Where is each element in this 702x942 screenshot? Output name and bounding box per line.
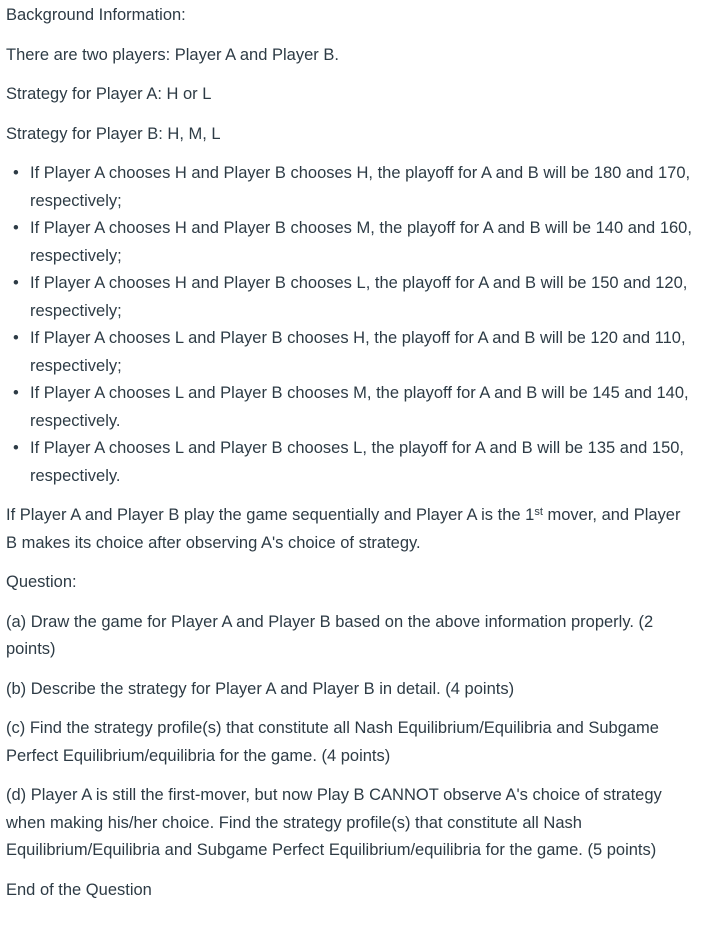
question-part-d: (d) Player A is still the first-mover, but now Play B CANNOT observe A's choice of strategy when making his/her choice. Find the strategy profile(s) that constitute all Nash Equilibrium/Equilibria and Subgame Perfect Equilibrium/equilibria for the game. (5 points) (6, 786, 662, 859)
question-part-c: (c) Find the strategy profile(s) that constitute all Nash Equilibrium/Equilibria and Subgame Perfect Equilibrium/equilibria for the game. (4 points) (6, 719, 659, 765)
payoff-case-item (13, 325, 696, 380)
payoff-case-text: If Player A chooses L and Player B chooses M, the playoff for A and B will be 145 and 140, respectively. (30, 384, 689, 430)
strategy-player-a: Strategy for Player A: H or L (6, 85, 212, 103)
background-heading: Background Information: (6, 6, 186, 24)
players-statement: There are two players: Player A and Player B. (6, 45, 339, 64)
strategy-player-b: Strategy for Player B: H, M, L (6, 124, 221, 143)
bullet-icon: • (13, 274, 19, 292)
payoff-case-list (6, 160, 696, 490)
bullet-icon: • (13, 219, 19, 237)
payoff-case-item (13, 435, 696, 490)
payoff-case-text: If Player A chooses H and Player B chooses M, the playoff for A and B will be 140 and 160, respectively; (30, 219, 692, 265)
question-heading: Question: (6, 573, 77, 591)
payoff-case-item (13, 160, 696, 215)
payoff-case-item (13, 380, 696, 435)
sequential-game-statement (6, 502, 696, 557)
question-part-b: (b) Describe the strategy for Player A and Player B in detail. (4 points) (6, 679, 515, 698)
ordinal-superscript: st (534, 506, 543, 518)
payoff-case-text: If Player A chooses H and Player B chooses H, the playoff for A and B will be 180 and 170, respectively; (30, 164, 691, 210)
bullet-icon: • (13, 439, 19, 457)
payoff-case-item (13, 270, 696, 325)
question-part-a: (a) Draw the game for Player A and Player B based on the above information properly. (2 points) (6, 612, 654, 658)
end-of-question: End of the Question (6, 880, 152, 899)
bullet-icon: • (13, 384, 19, 402)
sequential-text-after: mover, and Player B makes its choice after observing A's choice of strategy. (6, 506, 681, 552)
bullet-icon: • (13, 164, 19, 182)
payoff-case-item (13, 215, 696, 270)
sequential-text-before: If Player A and Player B play the game sequentially and Player A is the 1 (6, 506, 535, 524)
bullet-icon: • (13, 329, 19, 347)
payoff-case-text: If Player A chooses H and Player B chooses L, the playoff for A and B will be 150 and 120, respectively; (30, 274, 688, 320)
payoff-case-text: If Player A chooses L and Player B chooses H, the playoff for A and B will be 120 and 110, respectively; (30, 329, 686, 375)
payoff-case-text: If Player A chooses L and Player B chooses L, the playoff for A and B will be 135 and 150, respectively. (30, 439, 685, 485)
